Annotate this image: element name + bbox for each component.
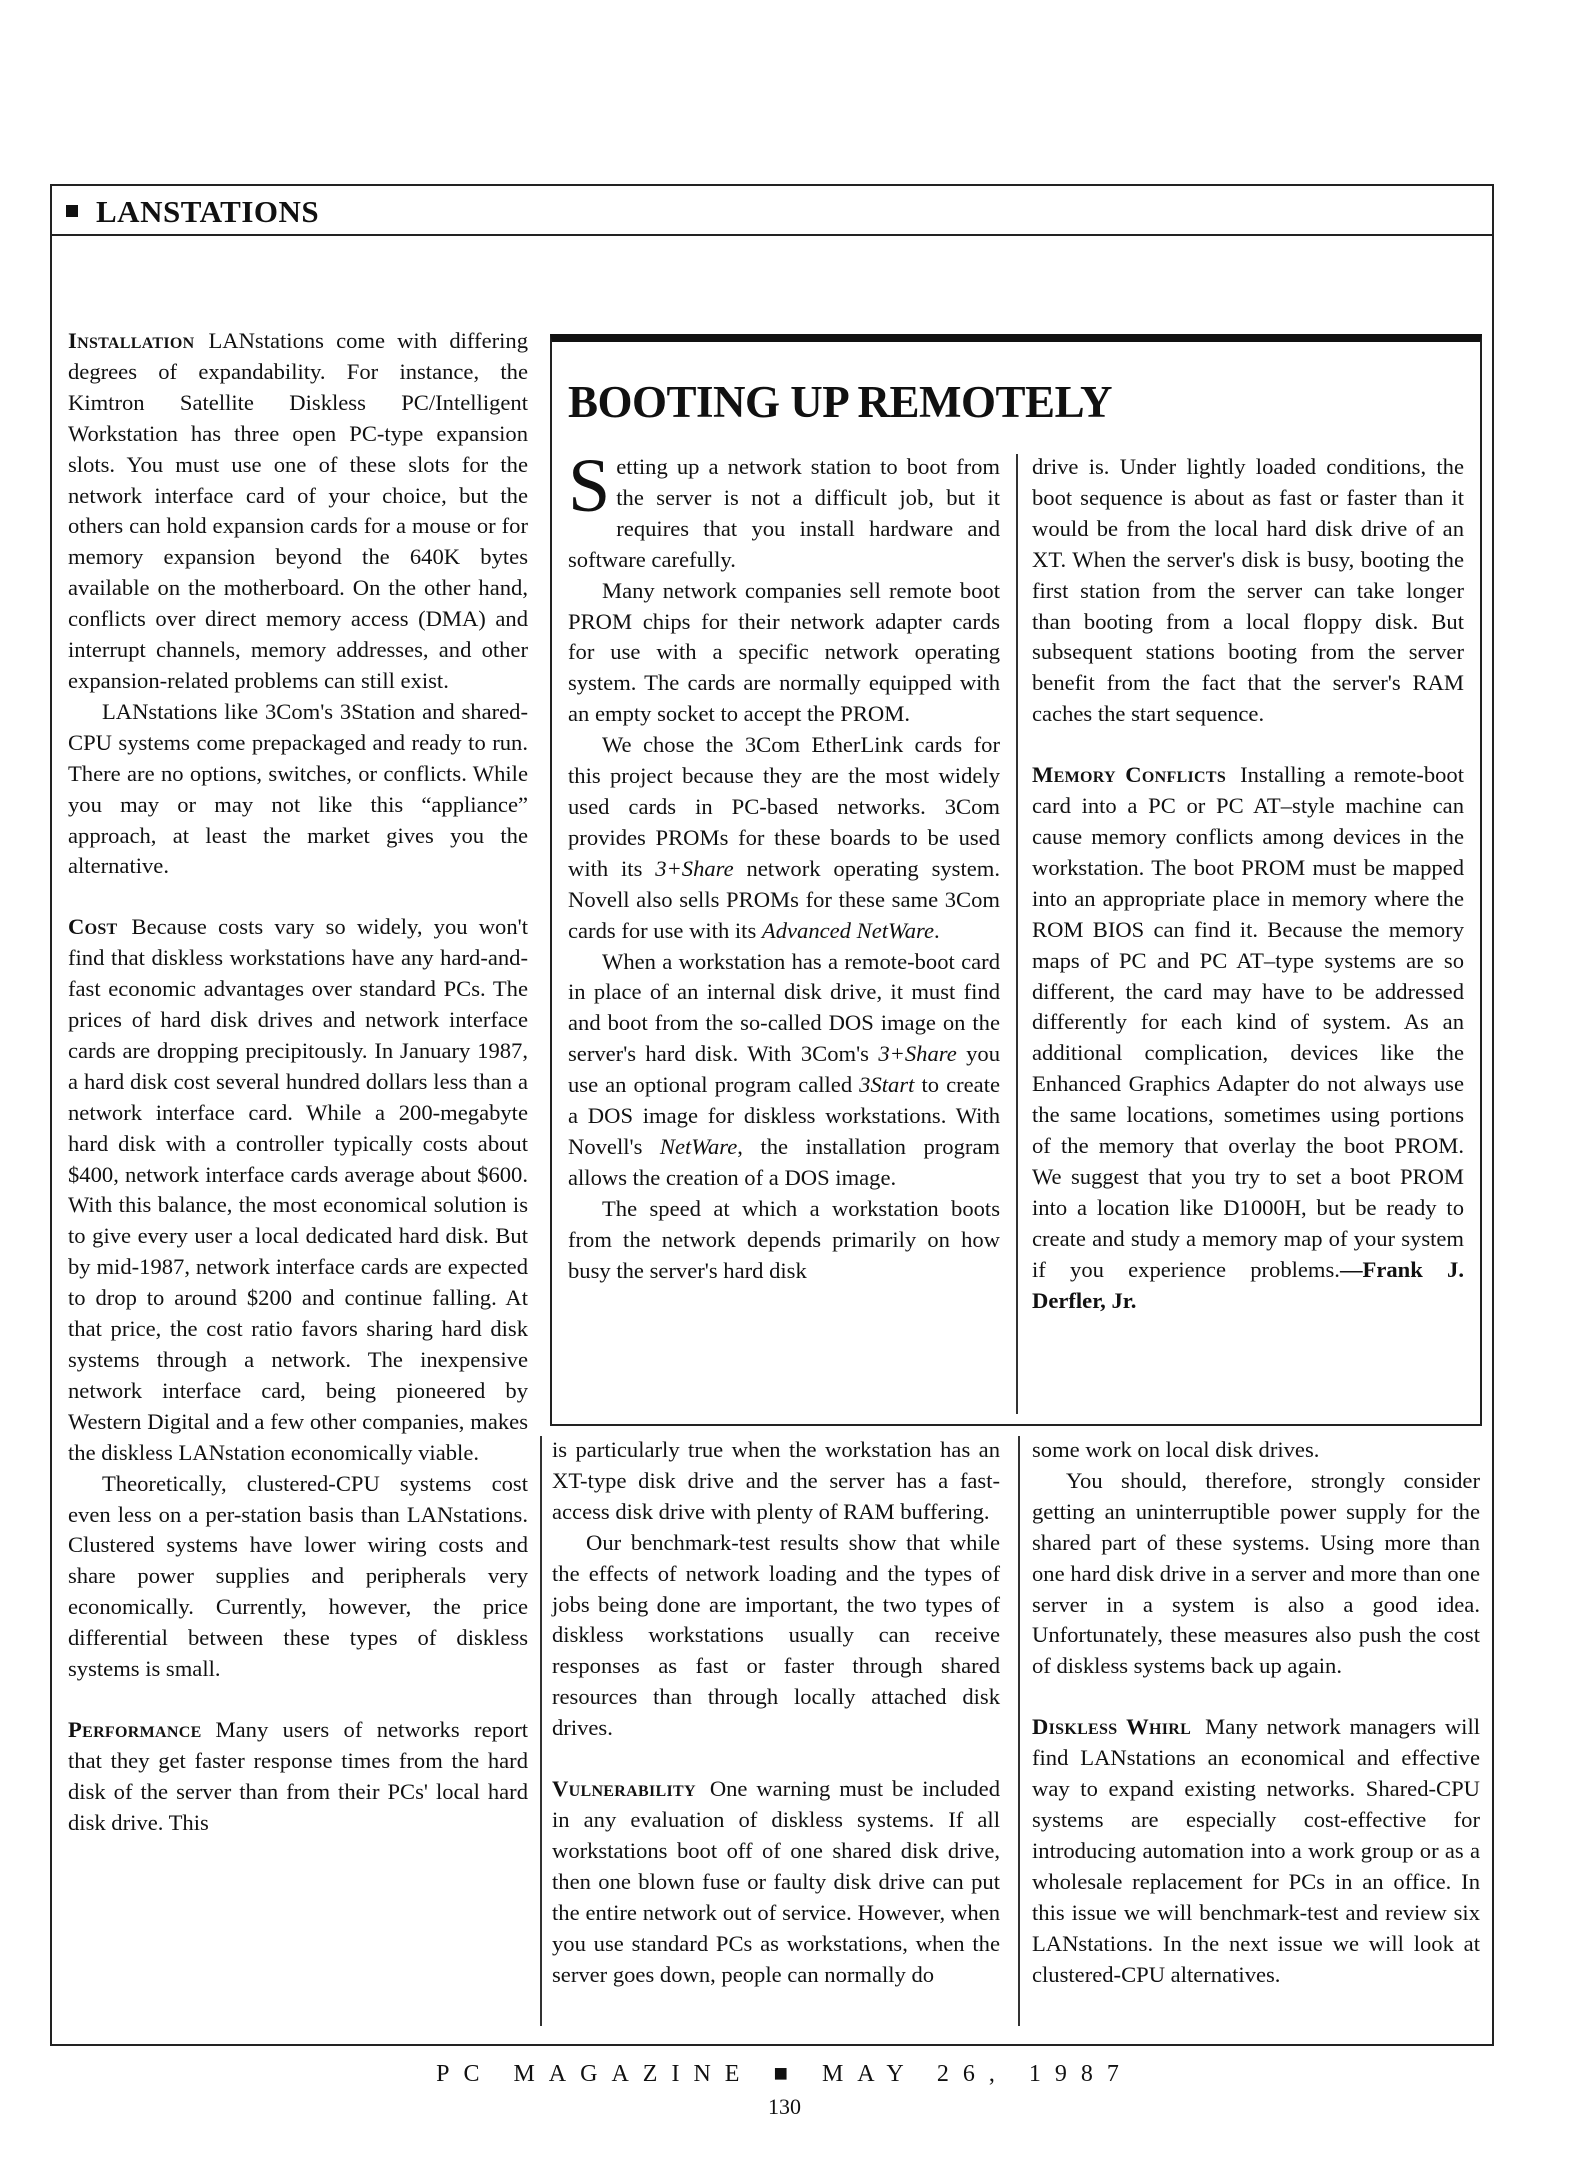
column-divider-1 <box>540 1436 542 2026</box>
sidebar-title: BOOTING UP REMOTELY <box>568 377 1112 427</box>
cost-paragraph-2: Theoretically, clustered-CPU systems cost even less on a per-station basis than LANstations. Clustered systems have lower wiring costs and share power supplies and peripherals very economically. Currently, however, the price differential between these types of diskless systems is small. <box>68 1470 528 1682</box>
page-footer <box>0 2061 1569 2088</box>
column-2 <box>552 1435 1000 1990</box>
sidebar-paragraph-5: The speed at which a workstation boots from the network depends primarily on how busy the server's hard disk <box>568 1195 1000 1283</box>
sidebar-column-right <box>1032 452 1464 1316</box>
sidebar-column-divider <box>1016 454 1018 1414</box>
col2-paragraph-2: Our benchmark-test results show that while the effects of network loading and the types of jobs being done are important, the two types of diskless workstations usually can receive responses as fast or faster through shared resources than through locally attached disk drives. <box>552 1529 1000 1741</box>
column-divider-2 <box>1018 1436 1020 2026</box>
col3-paragraph-2: You should, therefore, strongly consider getting an uninterruptible power supply for the shared part of these systems. Using more than one hard disk drive in a server and more than one server in a system is also a good idea. Unfortunately, these measures also push the cost of diskless systems back up again. <box>1032 1467 1480 1679</box>
page-number: 130 <box>768 2094 801 2119</box>
issue-date: MAY 26, 1987 <box>821 2061 1133 2087</box>
sidebar-paragraph-1: Setting up a network station to boot from the server is not a difficult job, but it requires that you install hardware and software carefully. <box>568 444 1000 572</box>
header-bullet <box>66 205 78 217</box>
sidebar-paragraph-4: When a workstation has a remote-boot card in place of an internal disk drive, it must find and boot from the so-called DOS image on the server's hard disk. With 3Com's 3+Share you use an optional program called 3Start to create a DOS image for diskless workstations. With Novell's NetWare, the installation program allows the creation of a DOS image. <box>568 948 1001 1190</box>
memory-conflicts-heading: Memory Conflicts <box>1032 762 1227 788</box>
sidebar-paragraph-2: Many network companies sell remote boot PROM chips for their network adapter cards for use with a specific network operating system. The cards are normally equipped with an empty socket to accept the PROM. <box>568 577 1000 727</box>
installation-heading: Installation <box>68 328 195 353</box>
performance-heading: Performance <box>68 1716 202 1742</box>
column-1 <box>68 326 528 1839</box>
sidebar-paragraph-3: We chose the 3Com EtherLink cards for this project because they are the most widely used cards in PC-based networks. 3Com provides PROMs for these boards to be used with its 3+Share network operating system. Novell also sells PROMs for these same 3Com cards for use with its Advanced NetWare. <box>568 732 1000 943</box>
byline: —Frank J. Derfler, Jr. <box>1032 1256 1464 1313</box>
section-header <box>52 186 1492 236</box>
diskless-whirl-paragraph: Diskless Whirl Many network managers will find LANstations an economical and effective way to expand existing networks. Shared-CPU systems are especially cost-effective for introducing automation into a work group or as a wholesale replacement for PCs in an office. In this issue we will benchmark-test and review six LANstations. In the next issue we will look at clustered-CPU alternatives. <box>1032 1714 1480 1987</box>
installation-paragraph: Installation LANstations come with differing degrees of expandability. For instance, the Kimtron Satellite Diskless PC/Intelligent Workstation has three open PC-type expansion slots. You must use one of these slots for the network interface card of your choice, but the others can hold expansion cards for a mouse or for memory expansion beyond the 640K bytes available on the motherboard. On the other hand, conflicts over direct memory access (DMA) and interrupt channels, memory addresses, and other expansion-related problems can still exist. <box>68 328 528 693</box>
sidebar-paragraph-6: drive is. Under lightly loaded conditions, the boot sequence is about as fast or faster than it would be from the local hard disk drive of an XT. When the server's disk is busy, booting the first station from the server can take longer than booting from a local floppy disk. But subsequent stations booting from the server benefit from the fact that the server's RAM caches the start sequence. <box>1032 454 1464 727</box>
performance-paragraph: Performance Many users of networks report that they get faster response times from the hard disk of the server than from their PCs' local hard disk drive. This <box>68 1716 528 1835</box>
cost-heading: Cost <box>68 914 118 940</box>
installation-paragraph-2: LANstations like 3Com's 3Station and shared-CPU systems come prepackaged and ready to run. There are no options, switches, or conflicts. While you may or may not like this “appliance” approach, at least the market gives you the alternative. <box>68 698 528 879</box>
page-frame <box>50 184 1494 2046</box>
footer-separator: ■ <box>773 2061 802 2087</box>
sidebar-column-left <box>568 444 1001 1286</box>
sidebar-box <box>550 334 1482 1426</box>
vulnerability-heading: Vulnerability <box>552 1776 696 1802</box>
column-3 <box>1032 1435 1480 1990</box>
magazine-name: PC MAGAZINE <box>436 2061 754 2087</box>
col3-paragraph-1: some work on local disk drives. <box>1032 1437 1320 1462</box>
memory-conflicts-paragraph: Memory Conflicts Installing a remote-boot card into a PC or PC AT–style machine can cause memory conflicts among devices in the workstation. The boot PROM must be mapped into an appropriate place in memory where the ROM BIOS can find it. Because the memory maps of PC and PC AT–type systems are so different, the card may have to be addressed differently for each kind of system. As an additional complication, devices like the Enhanced Graphics Adapter do not always use the same locations, sometimes using portions of the memory that overlay the boot PROM. We suggest that you try to set a boot PROM into a location like D1000H, but be ready to create and study a memory map of your system if you experience problems.—Frank J. Derfler, Jr. <box>1032 762 1465 1313</box>
cost-paragraph: Cost Because costs vary so widely, you won't find that diskless workstations have any hard-and-fast economic advantages over standard PCs. The prices of hard disk drives and network interface cards are dropping precipitously. In January 1987, a hard disk cost several hundred dollars less than a network interface card. While a 200-megabyte hard disk with a controller typically costs about $400, network interface cards average about $600. With this balance, the most economical solution is to give every user a local dedicated hard disk. But by mid-1987, network interface cards are expected to drop to around $200 and continue falling. At that price, the cost ratio favors sharing hard disk systems through a network. The inexpensive network interface card, being pioneered by Western Digital and a few other companies, makes the diskless LANstation economically viable. <box>68 914 528 1465</box>
section-title: LANSTATIONS <box>96 194 320 229</box>
drop-cap: S <box>568 444 611 528</box>
diskless-whirl-heading: Diskless Whirl <box>1032 1714 1192 1740</box>
col2-paragraph-1: is particularly true when the workstation has an XT-type disk drive and the server has a fast-access disk drive with plenty of RAM buffering. <box>552 1437 1000 1524</box>
vulnerability-paragraph: Vulnerability One warning must be included in any evaluation of diskless systems. If all workstations boot off of one shared disk drive, then one blown fuse or faulty disk drive can put the entire network out of service. However, when you use standard PCs as workstations, when the server goes down, people can normally do <box>552 1776 1000 1987</box>
